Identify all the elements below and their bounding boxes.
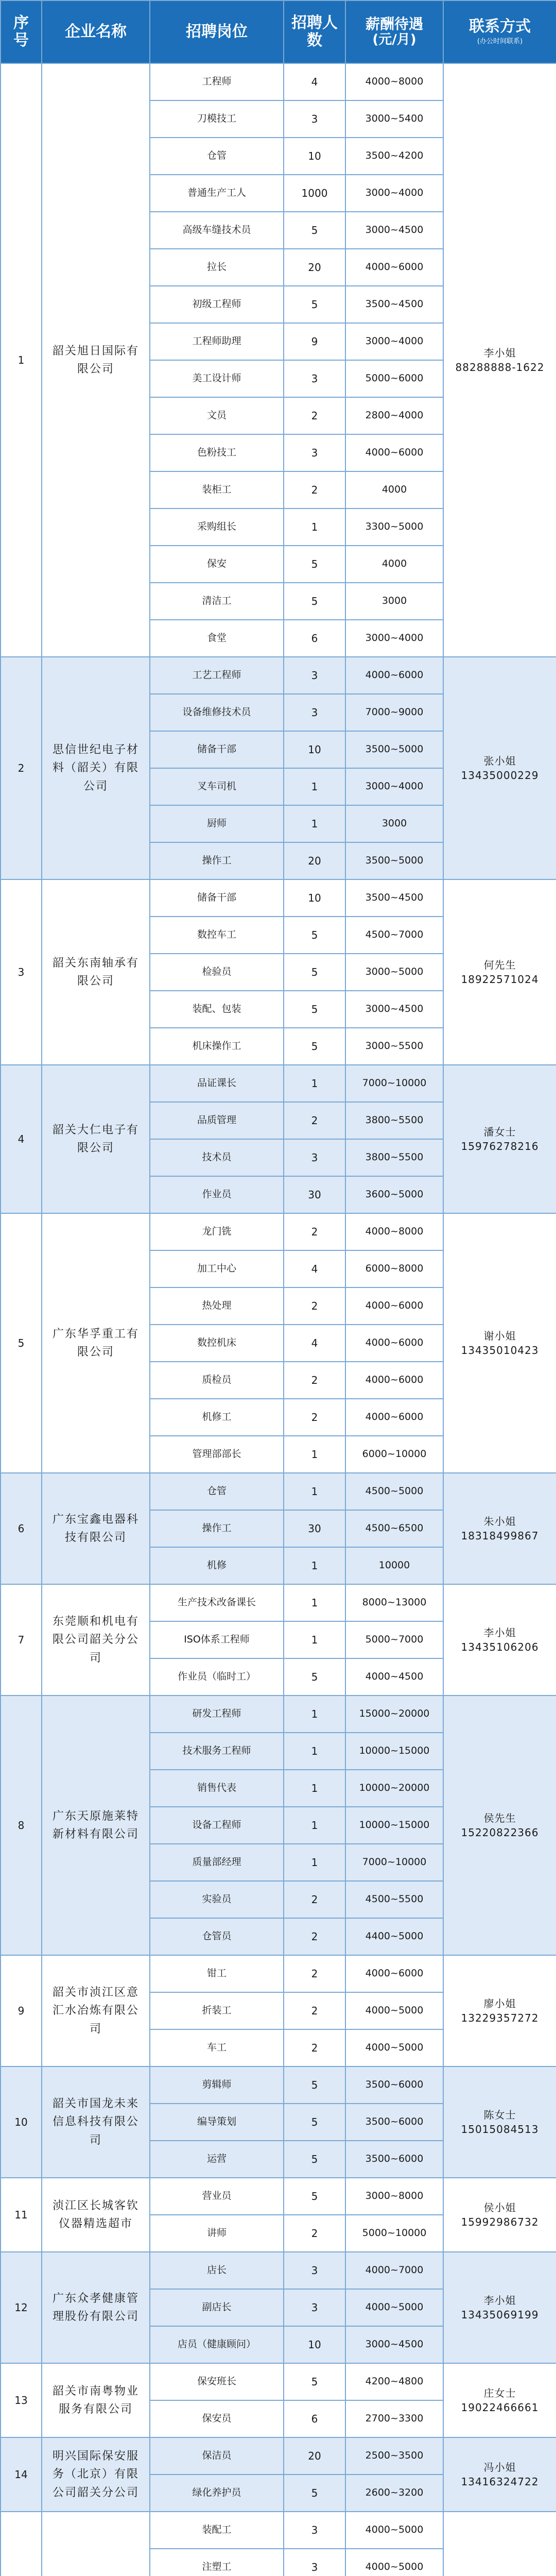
job-position: 保洁员 — [150, 2437, 284, 2475]
table-row — [1, 2066, 556, 2104]
job-position: 操作工 — [150, 842, 284, 879]
company-contact: 庄女士 19022466661 — [443, 2363, 556, 2437]
job-salary: 2700~3300 — [345, 2400, 443, 2437]
job-position: 工艺工程师 — [150, 657, 284, 694]
job-count: 3 — [284, 657, 345, 694]
job-salary: 4500~5000 — [345, 1473, 443, 1510]
job-salary: 3500~4500 — [345, 879, 443, 917]
job-count: 1 — [284, 1065, 345, 1102]
job-count: 1 — [284, 1807, 345, 1844]
job-salary: 4000~8000 — [345, 63, 443, 100]
header-contact-title: 联系方式 — [469, 18, 531, 36]
job-salary: 3000~4000 — [345, 620, 443, 657]
job-position: 储备干部 — [150, 879, 284, 917]
job-position: 高级车缝技术员 — [150, 212, 284, 249]
job-count: 2 — [284, 1399, 345, 1436]
job-count: 1 — [284, 1584, 345, 1621]
company-contact: 陈女士 15015084513 — [443, 2066, 556, 2178]
job-count: 5 — [284, 583, 345, 620]
company-number: 13 — [1, 2363, 42, 2437]
job-count: 1 — [284, 1436, 345, 1473]
job-salary: 4000~6000 — [345, 1955, 443, 1992]
job-salary: 2800~4000 — [345, 397, 443, 434]
job-salary: 5000~10000 — [345, 2215, 443, 2252]
job-position: 加工中心 — [150, 1250, 284, 1287]
job-count: 1 — [284, 805, 345, 842]
job-salary: 2500~3500 — [345, 2437, 443, 2475]
header-contact — [443, 1, 556, 63]
job-salary: 4000~8000 — [345, 1213, 443, 1250]
job-count: 2 — [284, 1287, 345, 1325]
company-name: 韶关旭日国际有限公司 — [42, 63, 150, 657]
job-salary: 10000~15000 — [345, 1807, 443, 1844]
job-position: 车工 — [150, 2029, 284, 2066]
job-position: 机修 — [150, 1547, 284, 1584]
job-salary: 4200~4800 — [345, 2363, 443, 2400]
job-position: 销售代表 — [150, 1770, 284, 1807]
job-salary: 4000 — [345, 546, 443, 583]
job-count: 4 — [284, 1325, 345, 1362]
job-position: 刀模技工 — [150, 100, 284, 138]
job-position: 剪辑师 — [150, 2066, 284, 2104]
job-salary: 10000~20000 — [345, 1770, 443, 1807]
job-count: 2 — [284, 2215, 345, 2252]
job-salary: 4000~5000 — [345, 2029, 443, 2066]
job-count: 10 — [284, 138, 345, 175]
job-salary: 3600~5000 — [345, 1176, 443, 1213]
job-salary: 8000~13000 — [345, 1584, 443, 1621]
job-count: 4 — [284, 1250, 345, 1287]
company-name: 韶关市国龙未来信息科技有限公司 — [42, 2066, 150, 2178]
company-name: 韶关市浈江区意汇水冶炼有限公司 — [42, 1955, 150, 2066]
company-name: 韶关东南轴承有限公司 — [42, 879, 150, 1065]
job-count: 1 — [284, 1770, 345, 1807]
company-number: 9 — [1, 1955, 42, 2066]
job-salary: 3000~8000 — [345, 2178, 443, 2215]
job-position: 生产技术改备课长 — [150, 1584, 284, 1621]
job-position: 作业员（临时工） — [150, 1658, 284, 1696]
job-count: 1 — [284, 1621, 345, 1658]
job-position: 操作工 — [150, 1510, 284, 1547]
job-salary: 3500~5000 — [345, 731, 443, 768]
table-header-row — [1, 1, 556, 63]
job-position: 设备维修技术员 — [150, 694, 284, 731]
job-salary: 10000 — [345, 1547, 443, 1584]
company-number: 10 — [1, 2066, 42, 2178]
job-salary: 3500~4500 — [345, 286, 443, 323]
job-position: 研发工程师 — [150, 1696, 284, 1733]
header-salary-line1: 薪酬待遇 — [365, 15, 423, 32]
company-number: 11 — [1, 2178, 42, 2252]
company-name: 韶关市南粤物业服务有限公司 — [42, 2363, 150, 2437]
job-salary: 4000~7000 — [345, 2252, 443, 2289]
company-contact: 李小姐 13435069199 — [443, 2252, 556, 2363]
job-count: 5 — [284, 546, 345, 583]
header-no: 序号 — [1, 1, 42, 63]
company-number: 14 — [1, 2437, 42, 2512]
job-position: 数控机床 — [150, 1325, 284, 1362]
job-count: 6 — [284, 620, 345, 657]
job-position: 工程师助理 — [150, 323, 284, 360]
job-salary: 4000~4500 — [345, 1658, 443, 1696]
table-row — [1, 2363, 556, 2400]
job-position: 食堂 — [150, 620, 284, 657]
company-contact — [443, 2512, 556, 2576]
job-count: 3 — [284, 360, 345, 397]
job-count: 5 — [284, 212, 345, 249]
company-name: 广东宝鑫电器科技有限公司 — [42, 1473, 150, 1584]
company-number: 6 — [1, 1473, 42, 1584]
job-position: 质量部经理 — [150, 1844, 284, 1881]
company-contact: 李小姐 88288888-1622 — [443, 63, 556, 657]
job-position: 管理部部长 — [150, 1436, 284, 1473]
job-count: 2 — [284, 471, 345, 509]
job-salary: 3000~5000 — [345, 954, 443, 991]
company-name: 明兴国际保安服务（北京）有限公司韶关分公司 — [42, 2437, 150, 2512]
job-salary: 15000~20000 — [345, 1696, 443, 1733]
job-count: 10 — [284, 2326, 345, 2363]
company-name: 浈江区长城客钦仪器精选超市 — [42, 2178, 150, 2252]
job-count: 3 — [284, 2512, 345, 2549]
job-position: 普通生产工人 — [150, 175, 284, 212]
job-position: 保安班长 — [150, 2363, 284, 2400]
job-salary: 3500~6000 — [345, 2141, 443, 2178]
job-count: 5 — [284, 2141, 345, 2178]
company-contact: 张小姐 13435000229 — [443, 657, 556, 879]
job-count: 5 — [284, 2363, 345, 2400]
job-count: 2 — [284, 1881, 345, 1918]
job-salary: 3300~5000 — [345, 509, 443, 546]
job-salary: 10000~15000 — [345, 1733, 443, 1770]
job-count: 2 — [284, 1918, 345, 1955]
job-position: 装配、包装 — [150, 991, 284, 1028]
job-position: 清洁工 — [150, 583, 284, 620]
job-position: 技术员 — [150, 1139, 284, 1176]
job-position: 色粉技工 — [150, 434, 284, 471]
job-salary: 7000~9000 — [345, 694, 443, 731]
job-salary: 3000~4000 — [345, 768, 443, 805]
job-count: 3 — [284, 434, 345, 471]
job-count: 5 — [284, 1658, 345, 1696]
job-position: 叉车司机 — [150, 768, 284, 805]
company-number: 12 — [1, 2252, 42, 2363]
job-salary: 3000 — [345, 805, 443, 842]
table-row — [1, 2512, 556, 2549]
job-position: 作业员 — [150, 1176, 284, 1213]
job-count: 5 — [284, 1028, 345, 1065]
company-number: 4 — [1, 1065, 42, 1213]
job-salary: 3500~6000 — [345, 2066, 443, 2104]
job-salary: 4000~6000 — [345, 249, 443, 286]
job-salary: 3500~5000 — [345, 842, 443, 879]
job-position: 初级工程师 — [150, 286, 284, 323]
job-count: 1 — [284, 1696, 345, 1733]
header-salary-line2: (元/月) — [372, 32, 416, 48]
job-position: 编导策划 — [150, 2104, 284, 2141]
company-number — [1, 2512, 42, 2576]
table-row — [1, 1696, 556, 1733]
job-position: 工程师 — [150, 63, 284, 100]
company-number: 3 — [1, 879, 42, 1065]
table-row — [1, 2252, 556, 2289]
job-count: 3 — [284, 2549, 345, 2576]
job-position: 注塑工 — [150, 2549, 284, 2576]
job-salary: 3500~6000 — [345, 2104, 443, 2141]
job-position: 机床操作工 — [150, 1028, 284, 1065]
job-position: ISO体系工程师 — [150, 1621, 284, 1658]
job-position: 设备工程师 — [150, 1807, 284, 1844]
job-position: 装配工 — [150, 2512, 284, 2549]
job-position: 实验员 — [150, 1881, 284, 1918]
job-position: 数控车工 — [150, 917, 284, 954]
job-salary: 6000~10000 — [345, 1436, 443, 1473]
company-number: 5 — [1, 1213, 42, 1473]
job-position: 拉长 — [150, 249, 284, 286]
job-count: 2 — [284, 1213, 345, 1250]
job-position: 钳工 — [150, 1955, 284, 1992]
company-name: 思信世纪电子材料（韶关）有限公司 — [42, 657, 150, 879]
job-count: 2 — [284, 1362, 345, 1399]
job-count: 2 — [284, 1992, 345, 2029]
job-count: 2 — [284, 1955, 345, 1992]
job-salary: 4400~5000 — [345, 1918, 443, 1955]
job-position: 仓管员 — [150, 1918, 284, 1955]
job-position: 运营 — [150, 2141, 284, 2178]
job-salary: 3000~4000 — [345, 323, 443, 360]
job-position: 营业员 — [150, 2178, 284, 2215]
company-name — [42, 2512, 150, 2576]
job-salary: 4000~5000 — [345, 2512, 443, 2549]
job-position: 仓管 — [150, 1473, 284, 1510]
job-position: 机修工 — [150, 1399, 284, 1436]
job-salary: 2600~3200 — [345, 2475, 443, 2512]
job-salary: 5000~6000 — [345, 360, 443, 397]
company-number: 2 — [1, 657, 42, 879]
job-count: 3 — [284, 1139, 345, 1176]
job-position: 仓管 — [150, 138, 284, 175]
header-company: 企业名称 — [42, 1, 150, 63]
job-salary: 4000~6000 — [345, 1362, 443, 1399]
job-count: 5 — [284, 286, 345, 323]
header-position: 招聘岗位 — [150, 1, 284, 63]
company-contact: 潘女士 15976278216 — [443, 1065, 556, 1213]
company-contact: 朱小姐 18318499867 — [443, 1473, 556, 1584]
job-salary: 4000~5000 — [345, 2289, 443, 2326]
job-salary: 4000~6000 — [345, 1325, 443, 1362]
job-count: 4 — [284, 63, 345, 100]
job-position: 采购组长 — [150, 509, 284, 546]
table-body — [1, 63, 556, 2576]
job-salary: 5000~7000 — [345, 1621, 443, 1658]
job-count: 3 — [284, 2252, 345, 2289]
company-contact: 何先生 18922571024 — [443, 879, 556, 1065]
job-count: 1000 — [284, 175, 345, 212]
job-salary: 4500~5500 — [345, 1881, 443, 1918]
table-row — [1, 2178, 556, 2215]
job-salary: 4500~6500 — [345, 1510, 443, 1547]
job-count: 1 — [284, 1547, 345, 1584]
company-contact: 廖小姐 13229357272 — [443, 1955, 556, 2066]
company-name: 韶关大仁电子有限公司 — [42, 1065, 150, 1213]
job-count: 5 — [284, 954, 345, 991]
job-count: 2 — [284, 2029, 345, 2066]
job-salary: 4000 — [345, 471, 443, 509]
job-salary: 4000~5000 — [345, 1992, 443, 2029]
company-contact: 侯小姐 15992986732 — [443, 2178, 556, 2252]
job-count: 1 — [284, 509, 345, 546]
job-position: 美工设计师 — [150, 360, 284, 397]
job-position: 文员 — [150, 397, 284, 434]
job-position: 店员（健康顾问） — [150, 2326, 284, 2363]
job-position: 保安 — [150, 546, 284, 583]
company-contact: 冯小姐 13416324722 — [443, 2437, 556, 2512]
job-position: 绿化养护员 — [150, 2475, 284, 2512]
job-salary: 3000~4500 — [345, 212, 443, 249]
table-row — [1, 2437, 556, 2475]
job-count: 1 — [284, 1473, 345, 1510]
table-row — [1, 1584, 556, 1621]
job-salary: 3800~5500 — [345, 1102, 443, 1139]
job-count: 5 — [284, 2066, 345, 2104]
job-salary: 3000~5500 — [345, 1028, 443, 1065]
table-row — [1, 1473, 556, 1510]
job-position: 店长 — [150, 2252, 284, 2289]
job-count: 5 — [284, 917, 345, 954]
job-salary: 3000~4500 — [345, 991, 443, 1028]
table-row — [1, 1213, 556, 1250]
company-number: 1 — [1, 63, 42, 657]
job-position: 保安员 — [150, 2400, 284, 2437]
job-count: 10 — [284, 731, 345, 768]
job-count: 3 — [284, 694, 345, 731]
job-salary: 4500~7000 — [345, 917, 443, 954]
job-position: 厨师 — [150, 805, 284, 842]
job-count: 3 — [284, 100, 345, 138]
job-salary: 4000~6000 — [345, 434, 443, 471]
job-salary: 3500~4200 — [345, 138, 443, 175]
job-salary: 3000~4000 — [345, 175, 443, 212]
company-name: 东莞顺和机电有限公司韶关分公司 — [42, 1584, 150, 1696]
job-salary: 3000~4500 — [345, 2326, 443, 2363]
job-count: 9 — [284, 323, 345, 360]
job-count: 30 — [284, 1510, 345, 1547]
header-salary — [345, 1, 443, 63]
job-count: 6 — [284, 2400, 345, 2437]
job-salary: 7000~10000 — [345, 1065, 443, 1102]
job-position: 副店长 — [150, 2289, 284, 2326]
job-salary: 4000~6000 — [345, 1287, 443, 1325]
job-salary: 4000~5000 — [345, 2549, 443, 2576]
job-count: 5 — [284, 2475, 345, 2512]
job-salary: 3800~5500 — [345, 1139, 443, 1176]
job-position: 质检员 — [150, 1362, 284, 1399]
job-position: 折装工 — [150, 1992, 284, 2029]
company-name: 广东天原施莱特新材料有限公司 — [42, 1696, 150, 1955]
job-position: 热处理 — [150, 1287, 284, 1325]
company-name: 广东华孚重工有限公司 — [42, 1213, 150, 1473]
job-count: 1 — [284, 1844, 345, 1881]
header-contact-note: (办公时间联系) — [477, 37, 523, 45]
job-count: 5 — [284, 991, 345, 1028]
job-position: 龙门铣 — [150, 1213, 284, 1250]
company-contact: 侯先生 15220822366 — [443, 1696, 556, 1955]
job-count: 20 — [284, 2437, 345, 2475]
job-salary: 6000~8000 — [345, 1250, 443, 1287]
job-count: 5 — [284, 2178, 345, 2215]
job-salary: 3000 — [345, 583, 443, 620]
company-name: 广东众孝健康管理股份有限公司 — [42, 2252, 150, 2363]
job-count: 10 — [284, 879, 345, 917]
job-position: 讲师 — [150, 2215, 284, 2252]
job-position: 装柜工 — [150, 471, 284, 509]
table-row — [1, 1065, 556, 1102]
table-row — [1, 63, 556, 100]
job-position: 品质管理 — [150, 1102, 284, 1139]
job-position: 技术服务工程师 — [150, 1733, 284, 1770]
job-salary: 4000~6000 — [345, 657, 443, 694]
table-row — [1, 657, 556, 694]
job-count: 30 — [284, 1176, 345, 1213]
job-count: 1 — [284, 1733, 345, 1770]
company-contact: 谢小姐 13435010423 — [443, 1213, 556, 1473]
table-row — [1, 1955, 556, 1992]
job-count: 20 — [284, 842, 345, 879]
company-number: 7 — [1, 1584, 42, 1696]
job-count: 20 — [284, 249, 345, 286]
job-count: 5 — [284, 2104, 345, 2141]
company-number: 8 — [1, 1696, 42, 1955]
job-salary: 3000~5400 — [345, 100, 443, 138]
job-salary: 7000~10000 — [345, 1844, 443, 1881]
job-position: 储备干部 — [150, 731, 284, 768]
job-count: 3 — [284, 2289, 345, 2326]
job-position: 检验员 — [150, 954, 284, 991]
job-count: 2 — [284, 397, 345, 434]
header-count: 招聘人数 — [284, 1, 345, 63]
job-count: 2 — [284, 1102, 345, 1139]
job-count: 1 — [284, 768, 345, 805]
job-salary: 4000~6000 — [345, 1399, 443, 1436]
job-position: 品证课长 — [150, 1065, 284, 1102]
table-row — [1, 879, 556, 917]
company-contact: 李小姐 13435106206 — [443, 1584, 556, 1696]
